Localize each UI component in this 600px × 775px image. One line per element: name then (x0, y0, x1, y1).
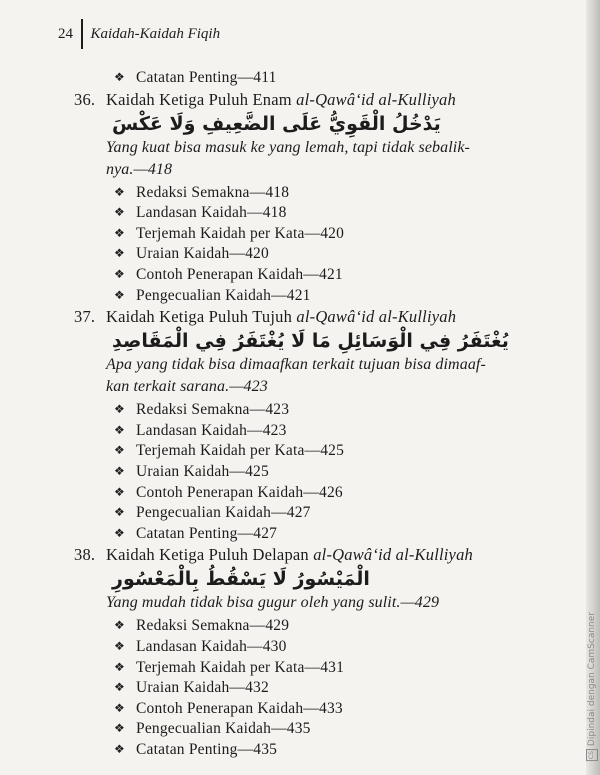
subitem-list (80, 400, 580, 544)
entry-title: Kaidah Ketiga Puluh Tujuh (106, 307, 293, 327)
diamond-bullet-icon: ❖ (114, 70, 125, 84)
diamond-bullet-icon: ❖ (114, 402, 125, 417)
entry-number: 36. (74, 89, 96, 109)
list-item (80, 244, 580, 265)
list-item (80, 421, 580, 442)
list-item (80, 462, 580, 483)
maxim-translation (80, 137, 580, 181)
list-item-label: Landasan Kaidah—430 (136, 637, 287, 655)
running-title: Kaidah-Kaidah Fiqih (90, 25, 221, 42)
arabic-maxim: يَدْخُلُ الْقَوِيُّ عَلَى الضَّعِيفِ وَلَا عَكْسَ (112, 112, 441, 135)
entry-heading (74, 306, 580, 328)
list-item-label: Uraian Kaidah—425 (136, 462, 269, 480)
scanner-watermark (586, 612, 598, 761)
diamond-bullet-icon: ❖ (114, 443, 125, 458)
toc-content (74, 68, 580, 760)
diamond-bullet-icon: ❖ (114, 700, 125, 715)
list-item-label: Landasan Kaidah—418 (136, 204, 287, 222)
translation-line-cont: nya.—418 (106, 160, 173, 178)
subitem-list (80, 616, 580, 760)
list-item-label: Redaksi Semakna—429 (136, 617, 290, 635)
list-item-label: Redaksi Semakna—418 (136, 183, 290, 201)
list-item-label: Catatan Penting—411 (136, 69, 277, 86)
translation-line: Apa yang tidak bisa dimaafkan terkait tujuan bisa dimaaf- (106, 356, 486, 374)
list-item (80, 441, 580, 462)
list-item-label: Pengecualian Kaidah—427 (136, 504, 311, 522)
list-item (80, 503, 580, 524)
diamond-bullet-icon: ❖ (114, 638, 125, 653)
list-item-label: Contoh Penerapan Kaidah—426 (136, 483, 343, 501)
list-item (80, 68, 580, 89)
translation-line: Yang kuat bisa masuk ke yang lemah, tapi tidak sebalik- (106, 138, 470, 156)
list-item-label: Contoh Penerapan Kaidah—433 (136, 699, 343, 717)
list-item-label: Contoh Penerapan Kaidah—421 (136, 265, 343, 283)
maxim-translation (80, 592, 580, 614)
list-item (80, 740, 580, 761)
list-item (80, 483, 580, 504)
list-item-label: Uraian Kaidah—420 (136, 245, 269, 263)
list-item (80, 286, 580, 307)
list-item (80, 658, 580, 679)
arabic-maxim: الْمَيْسُورُ لَا يَسْقُطُ بِالْمَعْسُورِ (112, 568, 370, 591)
entry-number: 37. (74, 307, 96, 327)
list-item (80, 265, 580, 286)
list-item-label: Pengecualian Kaidah—435 (136, 720, 311, 738)
running-header (58, 20, 220, 48)
diamond-bullet-icon: ❖ (114, 184, 125, 199)
list-item (80, 678, 580, 699)
translation-line: Yang mudah tidak bisa gugur oleh yang sulit.—429 (106, 594, 440, 612)
maxim-translation (80, 354, 580, 398)
diamond-bullet-icon: ❖ (114, 525, 125, 540)
list-item-label: Pengecualian Kaidah—421 (136, 286, 311, 304)
list-item (80, 699, 580, 720)
list-item-label: Uraian Kaidah—432 (136, 679, 269, 697)
toc-entry-37 (74, 306, 580, 544)
diamond-bullet-icon: ❖ (114, 659, 125, 674)
page-number: 24 (58, 25, 73, 42)
toc-entry-36 (74, 89, 580, 307)
list-item (80, 400, 580, 421)
list-item-label: Terjemah Kaidah per Kata—425 (136, 442, 345, 460)
diamond-bullet-icon: ❖ (114, 618, 125, 633)
entry-number: 38. (74, 545, 96, 565)
entry-title: Kaidah Ketiga Puluh Delapan (106, 545, 309, 565)
diamond-bullet-icon: ❖ (114, 205, 125, 220)
entry-heading (74, 544, 580, 566)
list-item-label: Landasan Kaidah—423 (136, 421, 287, 439)
diamond-bullet-icon: ❖ (114, 484, 125, 499)
list-item (80, 224, 580, 245)
list-item-label: Catatan Penting—435 (136, 740, 278, 758)
entry-title-italic: al-Qawâ‘id al-Kulliyah (296, 307, 457, 327)
watermark-text: Dipindai dengan CamScanner (587, 611, 597, 746)
entry-title-italic: al-Qawâ‘id al-Kulliyah (313, 545, 473, 565)
list-item-label: Terjemah Kaidah per Kata—420 (136, 224, 345, 242)
list-item (80, 616, 580, 637)
diamond-bullet-icon: ❖ (114, 422, 125, 437)
diamond-bullet-icon: ❖ (114, 287, 125, 302)
diamond-bullet-icon: ❖ (114, 463, 125, 478)
subitem-list (80, 183, 580, 307)
list-item (80, 203, 580, 224)
toc-entry-38 (74, 544, 580, 760)
list-item-label: Redaksi Semakna—423 (136, 401, 290, 419)
list-item (80, 719, 580, 740)
diamond-bullet-icon: ❖ (114, 246, 125, 261)
translation-line-cont: kan terkait sarana.—423 (106, 378, 268, 396)
arabic-maxim: يُغْتَفَرُ فِي الْوَسَائِلِ مَا لَا يُغْتَفَرُ فِي الْمَقَاصِدِ (112, 330, 509, 353)
diamond-bullet-icon: ❖ (114, 680, 125, 695)
diamond-bullet-icon: ❖ (114, 505, 125, 520)
top-item-list (80, 68, 580, 89)
entry-title: Kaidah Ketiga Puluh Enam (106, 89, 292, 109)
list-item-label: Catatan Penting—427 (136, 524, 278, 542)
list-item-label: Terjemah Kaidah per Kata—431 (136, 658, 345, 676)
diamond-bullet-icon: ❖ (114, 225, 125, 240)
entry-title-italic: al-Qawâ‘id al-Kulliyah (296, 89, 456, 109)
camscanner-icon: CS (586, 749, 598, 761)
list-item (80, 183, 580, 204)
header-divider (81, 19, 83, 49)
entry-heading (74, 89, 580, 111)
list-item (80, 637, 580, 658)
diamond-bullet-icon: ❖ (114, 721, 125, 736)
diamond-bullet-icon: ❖ (114, 741, 125, 756)
list-item (80, 524, 580, 545)
diamond-bullet-icon: ❖ (114, 266, 125, 281)
